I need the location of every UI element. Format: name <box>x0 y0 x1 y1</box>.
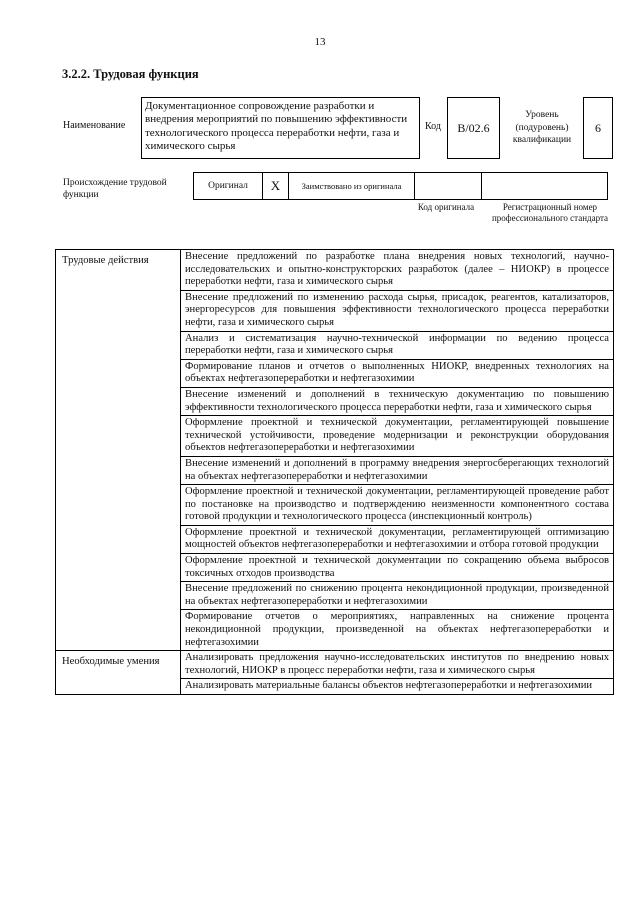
reg-number-cell <box>481 172 608 200</box>
function-details-table <box>55 249 614 695</box>
code-value: B/02.6 <box>447 97 500 159</box>
category-cell: Трудовые действия <box>56 250 181 651</box>
origin-label: Происхождение трудовой функции <box>63 178 167 200</box>
table-row <box>56 651 614 679</box>
original-label: Оригинал <box>193 172 263 200</box>
origin-table <box>194 172 608 200</box>
table-row <box>56 250 614 291</box>
original-mark: X <box>262 172 289 200</box>
item-text: Внесение предложений по разработке плана внедрения новых технологий, научно-исследовательских и опытно-конструкторских разработок (далее – НИОКР) в процессе переработки нефти, газа и химического сырья <box>181 250 614 291</box>
borrowed-label: Заимствовано из оригинала <box>288 172 415 200</box>
item-text: Внесение изменений и дополнений в техническую документацию по повышению эффективности технологического процесса переработки нефти, газа и химического сырья <box>181 387 614 415</box>
function-name-value: Документационное сопровождение разработки и внедрения мероприятий по повышению эффективности технологического процесса переработки нефти, газа и химического сырья <box>141 97 420 159</box>
name-label: Наименование <box>63 120 126 131</box>
section-title: 3.2.2. Трудовая функция <box>62 67 199 81</box>
item-text: Анализ и систематизация научно-технической информации по ведению процесса переработки нефти, газа и химического сырья <box>181 331 614 359</box>
code-original-caption: Код оригинала <box>417 202 475 212</box>
code-original-cell <box>414 172 482 200</box>
item-text: Оформление проектной и технической документации, регламентирующей проведение работ по постановке на производство и подтверждению неизменности компонентного состава готовой продукции и технологического процесса (инспекционный контроль) <box>181 485 614 526</box>
code-label: Код <box>425 121 441 132</box>
item-text: Внесение предложений по снижению процента некондиционной продукции, произведенной на объектах нефтегазопереработки и нефтегазохимии <box>181 582 614 610</box>
item-text: Оформление проектной и технической документации, регламентирующей оптимизацию мощностей объектов нефтегазопереработки и нефтегазохимии и отбора готовой продукции <box>181 525 614 553</box>
qualification-level-value: 6 <box>583 97 613 159</box>
item-text: Внесение изменений и дополнений в программу внедрения энергосберегающих технологий на объектах нефтегазопереработки и нефтегазохимии <box>181 456 614 484</box>
item-text: Анализировать предложения научно-исследовательских институтов по внедрению новых технологий, НИОКР в процесс переработки нефти, газа и химического сырья <box>181 651 614 679</box>
page-number: 13 <box>314 36 326 48</box>
item-text: Формирование планов и отчетов о выполненных НИОКР, внедренных технологиях на объектах нефтегазопереработки и нефтегазохимии <box>181 359 614 387</box>
reg-number-caption: Регистрационный номер профессионального стандарта <box>491 202 609 223</box>
category-cell: Необходимые умения <box>56 651 181 695</box>
item-text: Внесение предложений по изменению расхода сырья, присадок, реагентов, катализаторов, энергоресурсов для повышения эффективности технологического процесса переработки нефти, газа и химического сырья <box>181 290 614 331</box>
item-text: Оформление проектной и технической документации по сокращению объема выбросов токсичных отходов производства <box>181 554 614 582</box>
qualification-level-label: Уровень (подуровень) квалификации <box>512 110 572 145</box>
item-text: Анализировать материальные балансы объектов нефтегазопереработки и нефтегазохимии <box>181 679 614 695</box>
item-text: Формирование отчетов о мероприятиях, направленных на снижение процента некондиционной продукции, произведенной на объектах нефтегазопереработки и нефтегазохимии <box>181 610 614 651</box>
item-text: Оформление проектной и технической документации, регламентирующей повышение технической устойчивости, проведение модернизации и реконструкции оборудования объектов нефтегазопереработки и нефтегазохимии <box>181 416 614 457</box>
